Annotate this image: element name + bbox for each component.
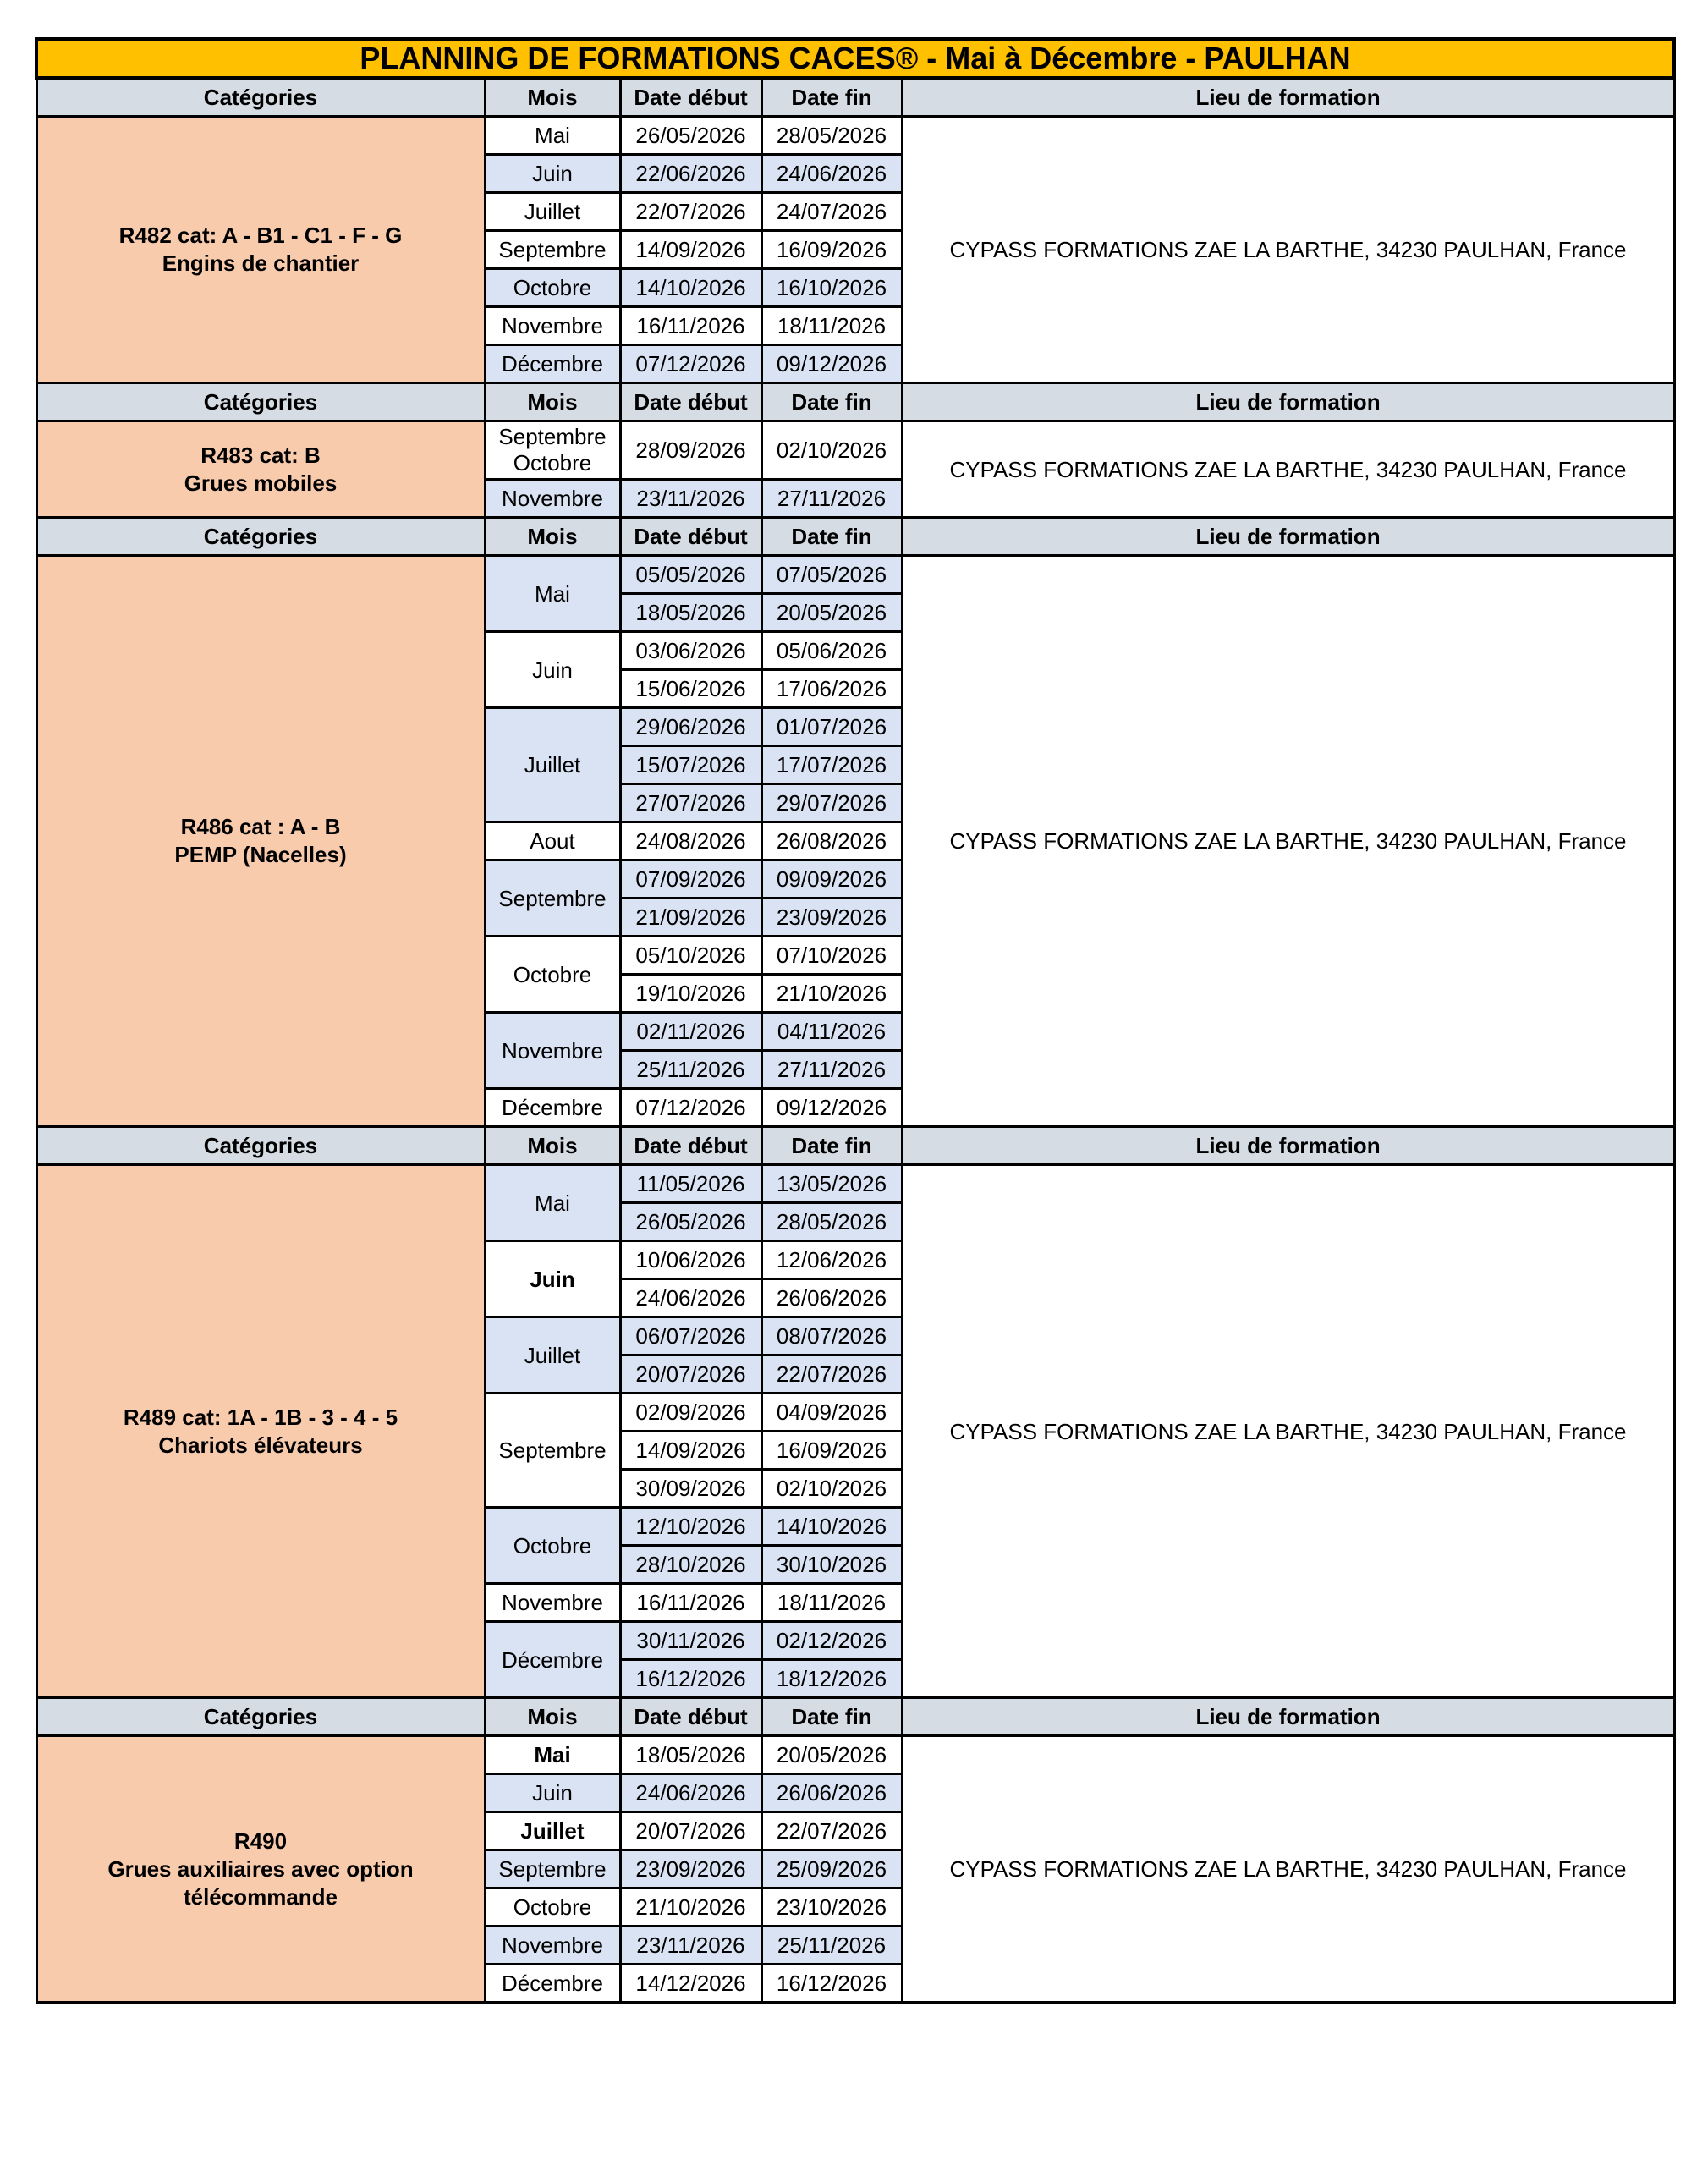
- header-date-debut: Date début: [620, 518, 761, 556]
- section-header-row: [36, 518, 1674, 556]
- start-date-cell: 15/07/2026: [620, 746, 761, 784]
- start-date-cell: 20/07/2026: [620, 1812, 761, 1850]
- category-cell: [36, 421, 485, 518]
- month-cell: Décembre: [485, 1089, 620, 1127]
- start-date-cell: 14/12/2026: [620, 1965, 761, 2003]
- month-label: Octobre: [513, 450, 592, 476]
- header-categories: Catégories: [36, 78, 485, 117]
- end-date-cell: 22/07/2026: [761, 1812, 902, 1850]
- month-cell: Septembre: [485, 1394, 620, 1508]
- month-cell: Juin: [485, 155, 620, 193]
- end-date-cell: 16/09/2026: [761, 1432, 902, 1470]
- start-date-cell: 22/07/2026: [620, 193, 761, 231]
- end-date-cell: 22/07/2026: [761, 1355, 902, 1394]
- header-lieu: Lieu de formation: [902, 1698, 1674, 1736]
- month-cell: Septembre: [485, 231, 620, 269]
- category-label: PEMP (Nacelles): [174, 842, 347, 867]
- end-date-cell: 18/11/2026: [761, 307, 902, 345]
- header-date-debut: Date début: [620, 1698, 761, 1736]
- header-categories: Catégories: [36, 383, 485, 421]
- header-mois: Mois: [485, 518, 620, 556]
- end-date-cell: 26/06/2026: [761, 1774, 902, 1812]
- end-date-cell: 24/06/2026: [761, 155, 902, 193]
- header-date-debut: Date début: [620, 383, 761, 421]
- start-date-cell: 21/10/2026: [620, 1888, 761, 1927]
- start-date-cell: 23/11/2026: [620, 1927, 761, 1965]
- start-date-cell: 14/09/2026: [620, 231, 761, 269]
- header-categories: Catégories: [36, 1127, 485, 1165]
- header-lieu: Lieu de formation: [902, 1127, 1674, 1165]
- end-date-cell: 20/05/2026: [761, 594, 902, 632]
- month-cell: Juin: [485, 1774, 620, 1812]
- end-date-cell: 18/12/2026: [761, 1660, 902, 1698]
- start-date-cell: 16/12/2026: [620, 1660, 761, 1698]
- month-cell: Mai: [485, 556, 620, 632]
- category-label: Engins de chantier: [162, 250, 360, 276]
- section-header-row: [36, 383, 1674, 421]
- start-date-cell: 15/06/2026: [620, 670, 761, 708]
- end-date-cell: 26/06/2026: [761, 1279, 902, 1317]
- end-date-cell: 24/07/2026: [761, 193, 902, 231]
- header-lieu: Lieu de formation: [902, 383, 1674, 421]
- start-date-cell: 25/11/2026: [620, 1051, 761, 1089]
- start-date-cell: 05/05/2026: [620, 556, 761, 594]
- category-code: R482 cat: A - B1 - C1 - F - G: [118, 223, 403, 248]
- start-date-cell: 03/06/2026: [620, 632, 761, 670]
- header-lieu: Lieu de formation: [902, 518, 1674, 556]
- end-date-cell: 02/10/2026: [761, 1470, 902, 1508]
- end-date-cell: 04/09/2026: [761, 1394, 902, 1432]
- end-date-cell: 25/09/2026: [761, 1850, 902, 1888]
- end-date-cell: 17/06/2026: [761, 670, 902, 708]
- end-date-cell: 09/09/2026: [761, 860, 902, 899]
- start-date-cell: 14/10/2026: [620, 269, 761, 307]
- month-cell: Juin: [485, 632, 620, 708]
- month-cell: Juillet: [485, 193, 620, 231]
- end-date-cell: 09/12/2026: [761, 345, 902, 383]
- header-mois: Mois: [485, 1698, 620, 1736]
- month-cell: Octobre: [485, 269, 620, 307]
- end-date-cell: 04/11/2026: [761, 1013, 902, 1051]
- category-cell: [36, 1165, 485, 1698]
- month-cell: Juillet: [485, 708, 620, 822]
- category-label: Grues mobiles: [184, 470, 338, 496]
- month-cell: Octobre: [485, 1508, 620, 1584]
- category-code: R483 cat: B: [200, 442, 321, 468]
- end-date-cell: 01/07/2026: [761, 708, 902, 746]
- start-date-cell: 16/11/2026: [620, 1584, 761, 1622]
- end-date-cell: 17/07/2026: [761, 746, 902, 784]
- table-row: [36, 1165, 1674, 1203]
- end-date-cell: 12/06/2026: [761, 1241, 902, 1279]
- header-mois: Mois: [485, 1127, 620, 1165]
- start-date-cell: 28/09/2026: [620, 421, 761, 480]
- table-row: [36, 556, 1674, 594]
- month-cell: [485, 421, 620, 480]
- header-lieu: Lieu de formation: [902, 78, 1674, 117]
- end-date-cell: 16/12/2026: [761, 1965, 902, 2003]
- end-date-cell: 28/05/2026: [761, 117, 902, 155]
- section-header-row: [36, 1127, 1674, 1165]
- start-date-cell: 02/11/2026: [620, 1013, 761, 1051]
- table-row: [36, 1736, 1674, 1774]
- start-date-cell: 30/11/2026: [620, 1622, 761, 1660]
- end-date-cell: 26/08/2026: [761, 822, 902, 860]
- month-cell: Novembre: [485, 1584, 620, 1622]
- month-cell: Juin: [485, 1241, 620, 1317]
- end-date-cell: 30/10/2026: [761, 1546, 902, 1584]
- month-cell: Octobre: [485, 937, 620, 1013]
- end-date-cell: 05/06/2026: [761, 632, 902, 670]
- start-date-cell: 10/06/2026: [620, 1241, 761, 1279]
- end-date-cell: 18/11/2026: [761, 1584, 902, 1622]
- month-cell: Juillet: [485, 1317, 620, 1394]
- end-date-cell: 27/11/2026: [761, 480, 902, 518]
- start-date-cell: 28/10/2026: [620, 1546, 761, 1584]
- section-header-row: [36, 78, 1674, 117]
- start-date-cell: 18/05/2026: [620, 1736, 761, 1774]
- start-date-cell: 20/07/2026: [620, 1355, 761, 1394]
- end-date-cell: 02/10/2026: [761, 421, 902, 480]
- start-date-cell: 24/08/2026: [620, 822, 761, 860]
- table-row: [36, 421, 1674, 480]
- start-date-cell: 26/05/2026: [620, 1203, 761, 1241]
- header-date-fin: Date fin: [761, 1127, 902, 1165]
- category-label: Grues auxiliaires avec option: [107, 1855, 414, 1882]
- month-label: Septembre: [498, 424, 607, 449]
- end-date-cell: 21/10/2026: [761, 975, 902, 1013]
- end-date-cell: 07/10/2026: [761, 937, 902, 975]
- start-date-cell: 14/09/2026: [620, 1432, 761, 1470]
- start-date-cell: 23/09/2026: [620, 1850, 761, 1888]
- start-date-cell: 24/06/2026: [620, 1774, 761, 1812]
- category-label-cont: télécommande: [183, 1883, 338, 1910]
- page-title: PLANNING DE FORMATIONS CACES® - Mai à Décembre - PAULHAN: [36, 39, 1674, 78]
- planning-sheet: [35, 37, 1672, 2004]
- start-date-cell: 19/10/2026: [620, 975, 761, 1013]
- category-label: Chariots élévateurs: [158, 1432, 363, 1458]
- month-cell: Octobre: [485, 1888, 620, 1927]
- header-date-fin: Date fin: [761, 1698, 902, 1736]
- start-date-cell: 07/12/2026: [620, 345, 761, 383]
- end-date-cell: 25/11/2026: [761, 1927, 902, 1965]
- month-cell: Mai: [485, 117, 620, 155]
- category-code: R489 cat: 1A - 1B - 3 - 4 - 5: [123, 1404, 398, 1430]
- end-date-cell: 23/09/2026: [761, 899, 902, 937]
- start-date-cell: 07/09/2026: [620, 860, 761, 899]
- category-cell: [36, 556, 485, 1127]
- location-cell: CYPASS FORMATIONS ZAE LA BARTHE, 34230 PAULHAN, France: [902, 1736, 1674, 2003]
- end-date-cell: 16/09/2026: [761, 231, 902, 269]
- end-date-cell: 28/05/2026: [761, 1203, 902, 1241]
- start-date-cell: 12/10/2026: [620, 1508, 761, 1546]
- location-cell: CYPASS FORMATIONS ZAE LA BARTHE, 34230 PAULHAN, France: [902, 117, 1674, 383]
- month-cell: Septembre: [485, 860, 620, 937]
- header-categories: Catégories: [36, 1698, 485, 1736]
- month-cell: Juillet: [485, 1812, 620, 1850]
- start-date-cell: 24/06/2026: [620, 1279, 761, 1317]
- header-mois: Mois: [485, 383, 620, 421]
- end-date-cell: 02/12/2026: [761, 1622, 902, 1660]
- end-date-cell: 14/10/2026: [761, 1508, 902, 1546]
- start-date-cell: 21/09/2026: [620, 899, 761, 937]
- month-cell: Novembre: [485, 480, 620, 518]
- header-date-debut: Date début: [620, 1127, 761, 1165]
- location-cell: CYPASS FORMATIONS ZAE LA BARTHE, 34230 PAULHAN, France: [902, 556, 1674, 1127]
- planning-table: [35, 37, 1676, 2004]
- table-row: [36, 117, 1674, 155]
- header-date-debut: Date début: [620, 78, 761, 117]
- start-date-cell: 18/05/2026: [620, 594, 761, 632]
- start-date-cell: 05/10/2026: [620, 937, 761, 975]
- start-date-cell: 06/07/2026: [620, 1317, 761, 1355]
- month-cell: Décembre: [485, 345, 620, 383]
- header-categories: Catégories: [36, 518, 485, 556]
- month-cell: Novembre: [485, 1013, 620, 1089]
- end-date-cell: 23/10/2026: [761, 1888, 902, 1927]
- end-date-cell: 16/10/2026: [761, 269, 902, 307]
- end-date-cell: 29/07/2026: [761, 784, 902, 822]
- month-cell: Décembre: [485, 1622, 620, 1698]
- start-date-cell: 22/06/2026: [620, 155, 761, 193]
- end-date-cell: 09/12/2026: [761, 1089, 902, 1127]
- header-date-fin: Date fin: [761, 518, 902, 556]
- month-cell: Aout: [485, 822, 620, 860]
- start-date-cell: 02/09/2026: [620, 1394, 761, 1432]
- start-date-cell: 23/11/2026: [620, 480, 761, 518]
- start-date-cell: 29/06/2026: [620, 708, 761, 746]
- end-date-cell: 27/11/2026: [761, 1051, 902, 1089]
- header-date-fin: Date fin: [761, 78, 902, 117]
- location-cell: CYPASS FORMATIONS ZAE LA BARTHE, 34230 PAULHAN, France: [902, 1165, 1674, 1698]
- end-date-cell: 13/05/2026: [761, 1165, 902, 1203]
- month-cell: Novembre: [485, 307, 620, 345]
- start-date-cell: 07/12/2026: [620, 1089, 761, 1127]
- header-mois: Mois: [485, 78, 620, 117]
- category-cell: [36, 117, 485, 383]
- month-cell: Décembre: [485, 1965, 620, 2003]
- end-date-cell: 07/05/2026: [761, 556, 902, 594]
- start-date-cell: 27/07/2026: [620, 784, 761, 822]
- month-cell: Novembre: [485, 1927, 620, 1965]
- month-cell: Mai: [485, 1736, 620, 1774]
- end-date-cell: 20/05/2026: [761, 1736, 902, 1774]
- category-code: R486 cat : A - B: [180, 814, 341, 839]
- category-cell: [36, 1736, 485, 2003]
- section-header-row: [36, 1698, 1674, 1736]
- start-date-cell: 16/11/2026: [620, 307, 761, 345]
- end-date-cell: 08/07/2026: [761, 1317, 902, 1355]
- start-date-cell: 11/05/2026: [620, 1165, 761, 1203]
- header-date-fin: Date fin: [761, 383, 902, 421]
- start-date-cell: 30/09/2026: [620, 1470, 761, 1508]
- category-code: R490: [233, 1828, 288, 1854]
- month-cell: Septembre: [485, 1850, 620, 1888]
- start-date-cell: 26/05/2026: [620, 117, 761, 155]
- location-cell: CYPASS FORMATIONS ZAE LA BARTHE, 34230 PAULHAN, France: [902, 421, 1674, 518]
- month-cell: Mai: [485, 1165, 620, 1241]
